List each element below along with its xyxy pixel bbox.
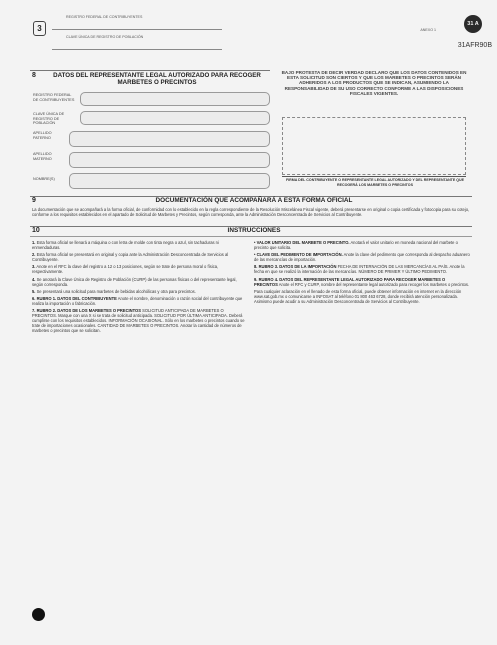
section8-title: DATOS DEL REPRESENTANTE LEGAL AUTORIZADO PARA RECOGER MARBETES O PRECINTOS bbox=[53, 72, 261, 86]
section9-number: 9 bbox=[32, 197, 36, 204]
apellido-materno-field[interactable] bbox=[69, 152, 270, 168]
instruction-item: 6. RUBRO 1. DATOS DEL CONTRIBUYENTE Anote el nombre, denominación o razón social del contribuyente que realiza la importación o fabricación. bbox=[32, 295, 243, 306]
rfc-header-label: REGISTRO FEDERAL DE CONTRIBUYENTES bbox=[66, 15, 143, 19]
section8-number: 8 bbox=[32, 72, 36, 79]
instruction-item: 3. Anote en el RFC la clave del registro a 12 o 13 posiciones, según se trate de persona moral o física, respectivamente. bbox=[32, 264, 219, 275]
instruction-item: 7. RUBRO 2. DATOS DE LOS MARBETES O PRECINTOS SOLICITUD ANTICIPADA DE MARBETES O PRECINTOS. Marque con una X si se trata de solicitud anticipada. SOLICITUD POR ÚLTIMA ANTICIPADA. Deberá cumplirse con los requisitos establecidos. INFORMACIÓN OCASIONAL. Sólo en los marbetes o precintos cuando se trate de importaciones ocasionales. CANTIDAD DE MARBETES O PRECINTOS. Anotar la cantidad de números de marbetes o precintos que se solicitan. bbox=[32, 308, 245, 334]
instruction-item: 4. Se anotará la Clave Única de Registro de Población (CURP) de las personas físicas o del representante legal, según corresponda. bbox=[32, 276, 237, 287]
instruction-item: • VALOR UNITARIO DEL MARBETE O PRECINTO. Anotará el valor unitario en moneda nacional del marbete o precinto que solicita. bbox=[254, 240, 458, 251]
nombres-field[interactable] bbox=[69, 173, 270, 189]
curp-field[interactable] bbox=[80, 111, 270, 125]
instruction-item: 8. RUBRO 3. DATOS DE LA IMPORTACIÓN FECHA DE INTERNACIÓN DE LAS MERCANCÍAS AL PAÍS. Anote la fecha en que se realizó la internación de las mercancías. NÚMERO DE PRIMER Y ÚLTIMO PEDIMENTO. bbox=[254, 264, 465, 275]
section9-title: DOCUMENTACIÓN QUE ACOMPAÑARÁ A ESTA FORMA OFICIAL bbox=[155, 197, 353, 204]
instructions-left-column bbox=[32, 240, 246, 336]
instructions-right-column bbox=[254, 240, 470, 306]
declaration-text: BAJO PROTESTA DE DECIR VERDAD DECLARO QUE LOS DATOS CONTENIDOS EN ESTA SOLICITUD SON CIERTOS Y QUE LOS MARBETES O PRECINTOS SERÁN ADHERIDOS A LOS PRODUCTOS QUE SE INDICAN, ASUMIENDO LA RESPONSABILIDAD DE SU USO CORRECTO CONFORME A LAS DISPOSICIONES FISCALES VIGENTES. bbox=[281, 70, 467, 96]
instruction-item: 1. Esta forma oficial se llenará a máquina o con letra de molde con tinta negra o azul, sin tachaduras ni enmendaduras. bbox=[32, 240, 219, 251]
instruction-item: 9. RUBRO 4. DATOS DEL REPRESENTANTE LEGAL AUTORIZADO PARA RECOGER MARBETES O PRECINTOS Anote el RFC y CURP, nombre del representante legal autorizado para recoger los marbetes o precintos. bbox=[254, 276, 470, 287]
rfc-field[interactable] bbox=[80, 92, 270, 106]
box-number: 3 bbox=[33, 21, 46, 36]
curp-header-field[interactable] bbox=[52, 40, 222, 50]
section10-subrule bbox=[30, 236, 472, 237]
instruction-item: 5. Se presentará una solicitud para marbetes de bebidas alcohólicas y otra para precintos. bbox=[32, 288, 196, 294]
section10-number: 10 bbox=[32, 227, 40, 234]
section10-title: INSTRUCCIONES bbox=[227, 227, 281, 234]
apellido-materno-label: APELLIDO MATERNO bbox=[33, 152, 52, 161]
instruction-item: Para cualquier aclaración en el llenado de esta forma oficial, puede obtener información en internet en la dirección www.sat.gob.mx o comunicarse a INFOSAT al teléfono 01 800 463 6728, donde recibirá atención personalizada. Asimismo puede acudir a su Administración Desconcentrada de Servicios al Contribuyente. bbox=[254, 288, 462, 304]
sat-logo-icon: 31 A bbox=[464, 15, 482, 33]
rfc-header-field[interactable] bbox=[52, 20, 222, 30]
section8-rule bbox=[30, 70, 270, 71]
curp-header-label: CLAVE ÚNICA DE REGISTRO DE POBLACIÓN bbox=[66, 35, 144, 39]
instruction-item: 2. Esta forma oficial se presentará en original y copia ante la Administración Desconcentrada de Servicios al Contribuyente. bbox=[32, 252, 229, 263]
apellido-paterno-field[interactable] bbox=[69, 131, 270, 147]
form-code: 31AFR90B bbox=[457, 42, 492, 49]
instruction-item: • CLAVE DEL PEDIMENTO DE IMPORTACIÓN. Anote la clave del pedimento que corresponda al despacho aduanero de las mercancías de importación. bbox=[254, 252, 470, 263]
rfc-label: REGISTRO FEDERAL DE CONTRIBUYENTES bbox=[33, 93, 75, 102]
nombres-label: NOMBRE(S) bbox=[33, 177, 55, 181]
annex-label: ANEXO 1 bbox=[420, 28, 436, 32]
registration-mark-icon bbox=[32, 608, 45, 621]
signature-line bbox=[282, 176, 466, 177]
section9-text: La documentación que se acompañará a la forma oficial, de conformidad con lo establecido en la regla correspondiente de la Resolución Miscelánea Fiscal vigente, deberá presentarse en original o copia certificada y fotocopia para su cotejo, conforme a los requisitos establecidos en el apartado de Solicitud de Marbetes y Precintos, según corresponda, ante la Administración Desconcentrada de Servicios al Contribuyente. bbox=[32, 207, 470, 217]
curp-label: CLAVE ÚNICA DE REGISTRO DE POBLACIÓN bbox=[33, 112, 65, 126]
signature-box[interactable] bbox=[282, 117, 466, 175]
apellido-paterno-label: APELLIDO PATERNO bbox=[33, 131, 52, 140]
signature-caption: FIRMA DEL CONTRIBUYENTE O REPRESENTANTE LEGAL AUTORIZADO Y DEL REPRESENTANTE QUE RECOGERÁ LOS MARBETES O PRECINTOS bbox=[285, 178, 465, 187]
